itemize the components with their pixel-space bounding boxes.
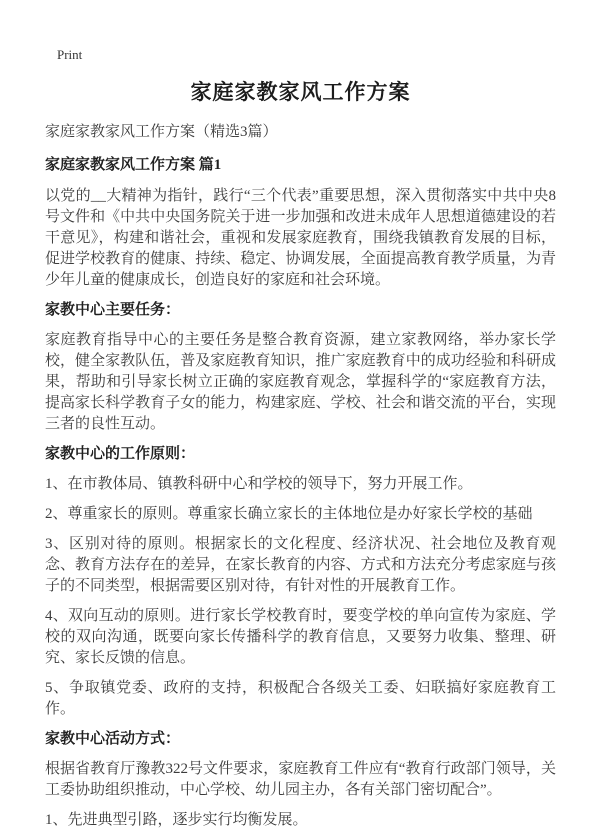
section-heading-main-tasks: 家教中心主要任务： [45, 302, 181, 318]
document-subtitle: 家庭家教家风工作方案（精选3篇） [45, 124, 278, 140]
section-heading-activity-methods: 家教中心活动方式： [45, 731, 181, 747]
section-heading-part1: 家庭家教家风工作方案 篇1 [45, 157, 222, 173]
principle-item-1: 1、在市教体局、镇教科研中心和学校的领导下，努力开展工作。 [45, 476, 473, 492]
paragraph-activity-basis: 根据省教育厅豫教322号文件要求，家庭教育工件应有“教育行政部门领导，关工委协助组织推动，中心学校、幼儿园主办，各有关部门密切配合”。 [45, 761, 556, 798]
principle-item-4: 4、双向互动的原则。进行家长学校教育时，要变学校的单向宣传为家庭、学校的双向沟通，既要向家长传播科学的教育信息，又要努力收集、整理、研究、家长反馈的信息。 [45, 608, 556, 666]
document-title: 家庭家教家风工作方案 [190, 80, 411, 104]
paragraph-main-tasks: 家庭教育指导中心的主要任务是整合教育资源，建立家教网络，举办家长学校，健全家教队伍，普及家庭教育知识，推广家庭教育中的成功经验和科研成果，帮助和引导家长树立正确的家庭教育观念，掌握科学的“家庭教育方法，提高家长科学教育子女的能力，构建家庭、学校、社会和谐交流的平台，实现三者的良性互动。 [45, 332, 556, 432]
paragraph-guiding-ideology: 以党的__大精神为指针，践行“三个代表”重要思想，深入贯彻落实中共中央8号文件和《中共中央国务院关于进一步加强和改进未成年人思想道德建设的若干意见》，构建和谐社会，重视和发展家庭教育，围绕我镇教育发展的目标，促进学校教育的健康、持续、稳定、协调发展，全面提高教育教学质量，为青少年儿童的健康成长，创造良好的家庭和社会环境。 [45, 188, 556, 288]
print-link[interactable]: Print [57, 47, 83, 62]
section-heading-work-principles: 家教中心的工作原则： [45, 446, 196, 462]
principle-item-5: 5、争取镇党委、政府的支持，积极配合各级关工委、妇联搞好家庭教育工作。 [45, 680, 556, 717]
activity-item-1: 1、先进典型引路，逐步实行均衡发展。 [45, 812, 308, 828]
principle-item-3: 3、区别对待的原则。根据家长的文化程度、经济状况、社会地位及教育观念、教育方法存在的差异，在家长教育的内容、方式和方法充分考虑家庭与孩子的不同类型，根据需要区别对待，有针对性的开展教育工作。 [45, 536, 556, 594]
principle-item-2: 2、尊重家长的原则。尊重家长确立家长的主体地位是办好家长学校的基础 [45, 506, 533, 522]
